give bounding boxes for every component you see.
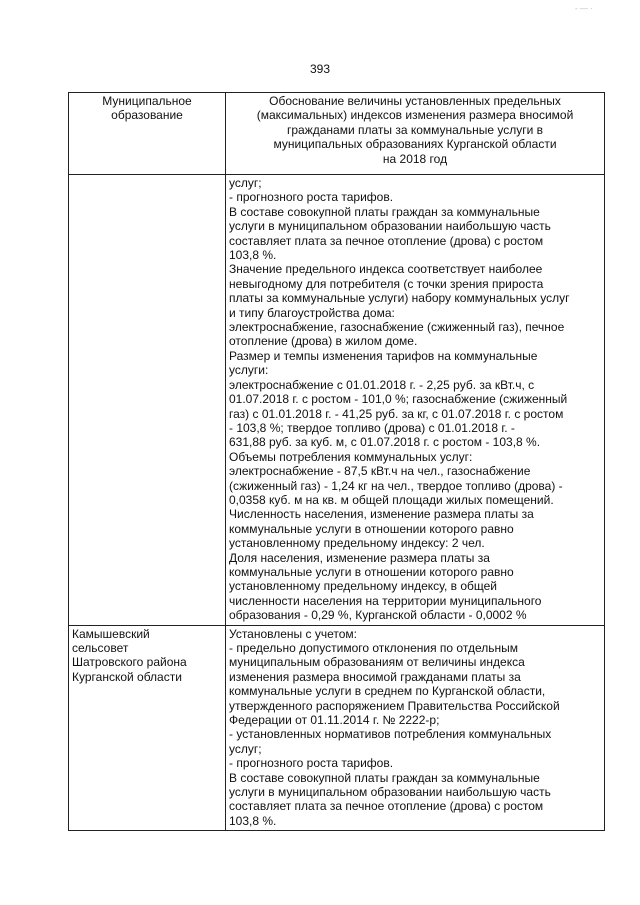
- text-line: 103,8 %.: [229, 813, 277, 828]
- text-line: (сжиженный газ) - 1,24 кг на чел., твердое топливо (дрова) -: [229, 478, 563, 493]
- text-line: установленному предельному индексу: 2 чел.: [229, 536, 485, 551]
- text-line: газ) с 01.01.2018 г. - 41,25 руб. за кг, с 01.07.2018 г. с ростом: [229, 406, 564, 421]
- text-line: Шатровского района: [72, 655, 187, 670]
- text-line: составляет плата за печное отопление (дрова) с ростом: [229, 799, 544, 814]
- text-line: утвержденного распоряжением Правительства Российской: [229, 698, 560, 713]
- text-line: - 103,8 %; твердое топливо (дрова) с 01.01.2018 г. -: [229, 420, 515, 435]
- header-justification: [226, 93, 605, 175]
- tariff-justification-table: [68, 92, 605, 831]
- text-line: Численность населения, изменение размера платы за: [229, 507, 534, 522]
- text-line: 01.07.2018 г. с ростом - 101,0 %; газоснабжение (сжиженный: [229, 392, 568, 407]
- text-line: В составе совокупной платы граждан за коммунальные: [229, 204, 540, 219]
- text-line: отопление (дрова) в жилом доме.: [229, 334, 418, 349]
- text-line: - установленных нормативов потребления коммунальных: [229, 727, 552, 742]
- text-line: (максимальных) индексов изменения размера вносимой: [256, 108, 574, 123]
- text-line: сельсовет: [72, 641, 129, 655]
- text-line: электроснабжение, газоснабжение (сжиженный газ), печное: [229, 320, 565, 335]
- text-line: Обоснование величины установленных предельных: [269, 94, 561, 108]
- justification-cell: [226, 175, 605, 626]
- text-line: услуг;: [229, 741, 262, 756]
- text-line: невыгодному для потребителя (с точки зрения прироста: [229, 276, 544, 291]
- text-line: В составе совокупной платы граждан за коммунальные: [229, 770, 540, 785]
- text-line: составляет плата за печное отопление (дрова) с ростом: [229, 233, 544, 248]
- text-line: услуги:: [229, 363, 269, 378]
- text-line: - прогнозного роста тарифов.: [229, 756, 394, 771]
- page-number: 393: [309, 62, 331, 76]
- text-line: 631,88 руб. за куб. м, с 01.07.2018 г. с ростом - 103,8 %.: [229, 435, 541, 450]
- text-line: Объемы потребления коммунальных услуг:: [229, 449, 473, 464]
- text-line: услуги в муниципальном образовании наибольшую часть: [229, 785, 551, 800]
- text-line: Размер и темпы изменения тарифов на коммунальные: [229, 348, 538, 363]
- text-line: изменения размера вносимой гражданами платы за: [229, 669, 521, 684]
- text-line: Камышевский: [72, 626, 150, 641]
- text-line: муниципальным образованиям от величины индекса: [229, 655, 525, 670]
- municipality-cell: [69, 175, 226, 626]
- text-line: Курганской области: [72, 669, 182, 684]
- text-line: - предельно допустимого отклонения по отдельным: [229, 641, 518, 655]
- table-header-row: [69, 93, 605, 175]
- text-line: 0,0358 куб. м на кв. м общей площади жилых помещений.: [229, 492, 554, 507]
- text-line: Федерации от 01.11.2014 г. № 2222-р;: [229, 713, 440, 728]
- text-line: электроснабжение с 01.01.2018 г. - 2,25 руб. за кВт.ч, с: [229, 377, 535, 392]
- table-row: [69, 625, 605, 831]
- justification-cell: [226, 625, 605, 831]
- text-line: коммунальные услуги в среднем по Курганской области,: [229, 684, 546, 699]
- text-line: численности населения на территории муниципального: [229, 593, 542, 608]
- text-line: услуг;: [229, 176, 262, 190]
- text-line: платы за коммунальные услуги) набору коммунальных услуг: [229, 291, 570, 306]
- text-line: гражданами платы за коммунальные услуги в: [286, 122, 544, 137]
- text-line: образования - 0,29 %, Курганской области - 0,0002 %: [229, 608, 527, 623]
- text-line: Значение предельного индекса соответствует наиболее: [229, 262, 543, 277]
- text-line: Установлены с учетом:: [229, 626, 357, 641]
- text-line: на 2018 год: [382, 151, 448, 166]
- header-municipality: [69, 93, 226, 175]
- text-line: коммунальные услуги в отношении которого равно: [229, 564, 514, 579]
- text-line: муниципальных образованиях Курганской области: [273, 137, 557, 152]
- text-line: и типу благоустройства дома:: [229, 305, 395, 320]
- scan-mark: - — ·: [575, 4, 593, 13]
- text-line: электроснабжение - 87,5 кВт.ч на чел., газоснабжение: [229, 464, 531, 479]
- text-line: услуги в муниципальном образовании наибольшую часть: [229, 219, 551, 234]
- text-line: установленному предельному индексу, в общей: [229, 579, 497, 594]
- text-line: коммунальные услуги в отношении которого равно: [229, 521, 514, 536]
- text-line: образование: [111, 108, 183, 123]
- text-line: - прогнозного роста тарифов.: [229, 190, 394, 205]
- text-line: 103,8 %.: [229, 248, 277, 263]
- text-line: Доля населения, изменение размера платы за: [229, 550, 490, 565]
- municipality-cell: [69, 625, 226, 831]
- table-row: [69, 175, 605, 626]
- text-line: Муниципальное: [102, 94, 192, 108]
